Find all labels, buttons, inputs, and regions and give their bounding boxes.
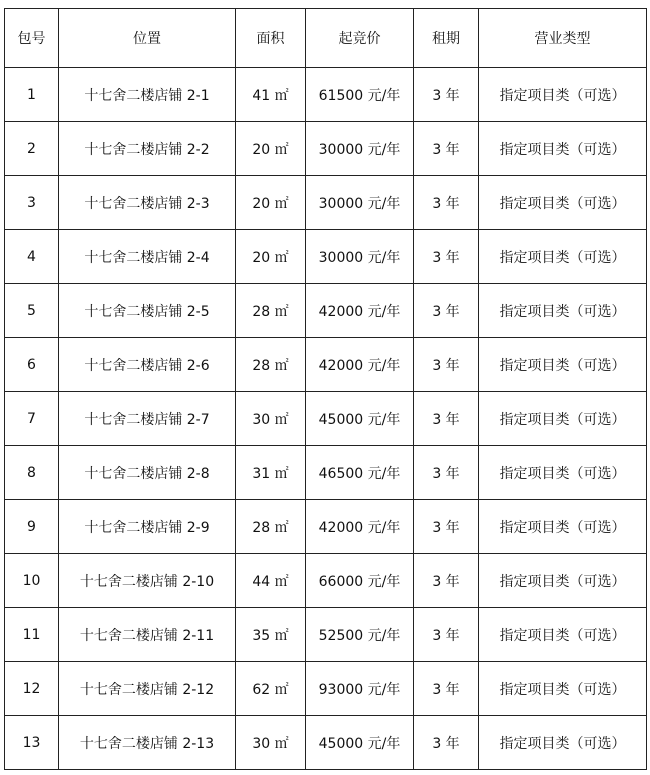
table-row [5, 338, 647, 392]
cell-lease-term: 3 年 [414, 284, 479, 338]
cell-lease-term: 3 年 [414, 662, 479, 716]
cell-location: 十七舍二楼店铺 2-12 [59, 662, 236, 716]
table-body [5, 68, 647, 770]
cell-business-type: 指定项目类（可选） [479, 446, 647, 500]
cell-location: 十七舍二楼店铺 2-13 [59, 716, 236, 770]
cell-location: 十七舍二楼店铺 2-10 [59, 554, 236, 608]
cell-area: 30 ㎡ [236, 392, 306, 446]
cell-starting-price: 45000 元/年 [306, 716, 414, 770]
cell-business-type: 指定项目类（可选） [479, 716, 647, 770]
cell-area: 35 ㎡ [236, 608, 306, 662]
cell-business-type: 指定项目类（可选） [479, 176, 647, 230]
cell-area: 28 ㎡ [236, 284, 306, 338]
cell-location: 十七舍二楼店铺 2-9 [59, 500, 236, 554]
table-row [5, 284, 647, 338]
cell-lease-term: 3 年 [414, 716, 479, 770]
cell-package-no: 5 [5, 284, 59, 338]
cell-area: 20 ㎡ [236, 176, 306, 230]
cell-starting-price: 66000 元/年 [306, 554, 414, 608]
table-row [5, 662, 647, 716]
cell-location: 十七舍二楼店铺 2-4 [59, 230, 236, 284]
cell-area: 41 ㎡ [236, 68, 306, 122]
cell-package-no: 7 [5, 392, 59, 446]
table-row [5, 230, 647, 284]
cell-package-no: 2 [5, 122, 59, 176]
cell-package-no: 12 [5, 662, 59, 716]
cell-business-type: 指定项目类（可选） [479, 662, 647, 716]
cell-lease-term: 3 年 [414, 230, 479, 284]
cell-area: 30 ㎡ [236, 716, 306, 770]
cell-starting-price: 30000 元/年 [306, 122, 414, 176]
cell-business-type: 指定项目类（可选） [479, 122, 647, 176]
header-location: 位置 [59, 9, 236, 68]
cell-lease-term: 3 年 [414, 608, 479, 662]
cell-area: 44 ㎡ [236, 554, 306, 608]
cell-area: 31 ㎡ [236, 446, 306, 500]
cell-lease-term: 3 年 [414, 176, 479, 230]
cell-lease-term: 3 年 [414, 500, 479, 554]
cell-starting-price: 61500 元/年 [306, 68, 414, 122]
cell-starting-price: 93000 元/年 [306, 662, 414, 716]
cell-location: 十七舍二楼店铺 2-8 [59, 446, 236, 500]
cell-package-no: 10 [5, 554, 59, 608]
cell-lease-term: 3 年 [414, 68, 479, 122]
table-row [5, 68, 647, 122]
cell-lease-term: 3 年 [414, 554, 479, 608]
cell-location: 十七舍二楼店铺 2-11 [59, 608, 236, 662]
cell-starting-price: 42000 元/年 [306, 500, 414, 554]
table-row [5, 608, 647, 662]
table-row [5, 554, 647, 608]
table-row [5, 176, 647, 230]
table-row [5, 716, 647, 770]
cell-business-type: 指定项目类（可选） [479, 500, 647, 554]
cell-lease-term: 3 年 [414, 122, 479, 176]
cell-starting-price: 42000 元/年 [306, 338, 414, 392]
cell-package-no: 13 [5, 716, 59, 770]
cell-starting-price: 30000 元/年 [306, 176, 414, 230]
shop-lease-table [4, 8, 647, 770]
table-row [5, 392, 647, 446]
cell-business-type: 指定项目类（可选） [479, 338, 647, 392]
cell-lease-term: 3 年 [414, 338, 479, 392]
cell-lease-term: 3 年 [414, 392, 479, 446]
cell-package-no: 4 [5, 230, 59, 284]
header-package-no: 包号 [5, 9, 59, 68]
cell-location: 十七舍二楼店铺 2-7 [59, 392, 236, 446]
header-lease-term: 租期 [414, 9, 479, 68]
cell-business-type: 指定项目类（可选） [479, 554, 647, 608]
header-starting-price: 起竞价 [306, 9, 414, 68]
cell-package-no: 8 [5, 446, 59, 500]
cell-business-type: 指定项目类（可选） [479, 68, 647, 122]
cell-location: 十七舍二楼店铺 2-2 [59, 122, 236, 176]
header-business-type: 营业类型 [479, 9, 647, 68]
cell-package-no: 3 [5, 176, 59, 230]
cell-area: 28 ㎡ [236, 500, 306, 554]
header-area: 面积 [236, 9, 306, 68]
cell-area: 28 ㎡ [236, 338, 306, 392]
cell-starting-price: 46500 元/年 [306, 446, 414, 500]
cell-starting-price: 45000 元/年 [306, 392, 414, 446]
table-row [5, 500, 647, 554]
cell-location: 十七舍二楼店铺 2-1 [59, 68, 236, 122]
cell-location: 十七舍二楼店铺 2-3 [59, 176, 236, 230]
cell-business-type: 指定项目类（可选） [479, 230, 647, 284]
cell-area: 62 ㎡ [236, 662, 306, 716]
cell-area: 20 ㎡ [236, 230, 306, 284]
cell-starting-price: 42000 元/年 [306, 284, 414, 338]
cell-area: 20 ㎡ [236, 122, 306, 176]
cell-business-type: 指定项目类（可选） [479, 284, 647, 338]
table-header-row [5, 9, 647, 68]
cell-location: 十七舍二楼店铺 2-5 [59, 284, 236, 338]
cell-starting-price: 52500 元/年 [306, 608, 414, 662]
cell-starting-price: 30000 元/年 [306, 230, 414, 284]
table-row [5, 446, 647, 500]
cell-package-no: 9 [5, 500, 59, 554]
cell-lease-term: 3 年 [414, 446, 479, 500]
cell-business-type: 指定项目类（可选） [479, 608, 647, 662]
cell-business-type: 指定项目类（可选） [479, 392, 647, 446]
cell-package-no: 1 [5, 68, 59, 122]
table-row [5, 122, 647, 176]
cell-location: 十七舍二楼店铺 2-6 [59, 338, 236, 392]
cell-package-no: 6 [5, 338, 59, 392]
cell-package-no: 11 [5, 608, 59, 662]
